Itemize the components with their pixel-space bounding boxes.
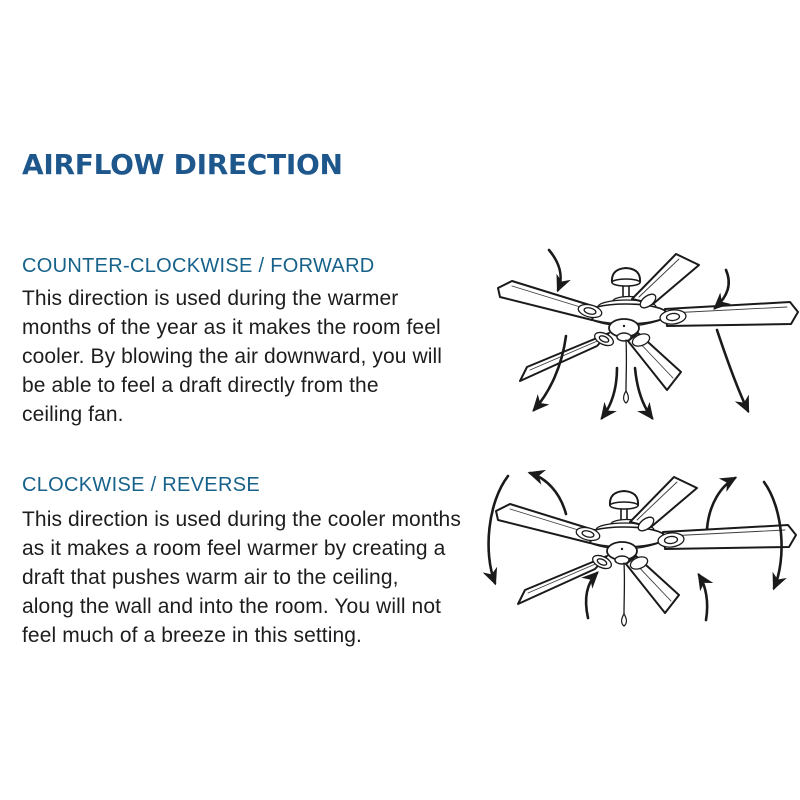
section-heading-reverse: CLOCKWISE / REVERSE [22, 474, 260, 496]
body-line: be able to feel a draft directly from the [22, 374, 379, 397]
ceiling-fan-sketch [496, 477, 796, 626]
body-line: cooler. By blowing the air downward, you will [22, 345, 443, 368]
body-line: feel much of a breeze in this setting. [22, 624, 362, 647]
ceiling-fan-illustration-airflow-down [480, 240, 800, 440]
section-heading-forward: COUNTER-CLOCKWISE / FORWARD [22, 255, 375, 277]
page-title: AIRFLOW DIRECTION [22, 148, 343, 181]
section-body-forward [22, 284, 442, 429]
section-body-reverse [22, 505, 461, 650]
body-line: as it makes a room feel warmer by creating a [22, 537, 446, 560]
body-line: draft that pushes warm air to the ceiling, [22, 566, 399, 589]
body-line: This direction is used during the warmer [22, 287, 399, 310]
ceiling-fan-illustration-airflow-up [478, 460, 798, 685]
body-line: ceiling fan. [22, 403, 124, 426]
body-line: along the wall and into the room. You will not [22, 595, 442, 618]
ceiling-fan-sketch [498, 254, 798, 403]
body-line: This direction is used during the cooler months [22, 508, 461, 531]
body-line: months of the year as it makes the room feel [22, 316, 441, 339]
